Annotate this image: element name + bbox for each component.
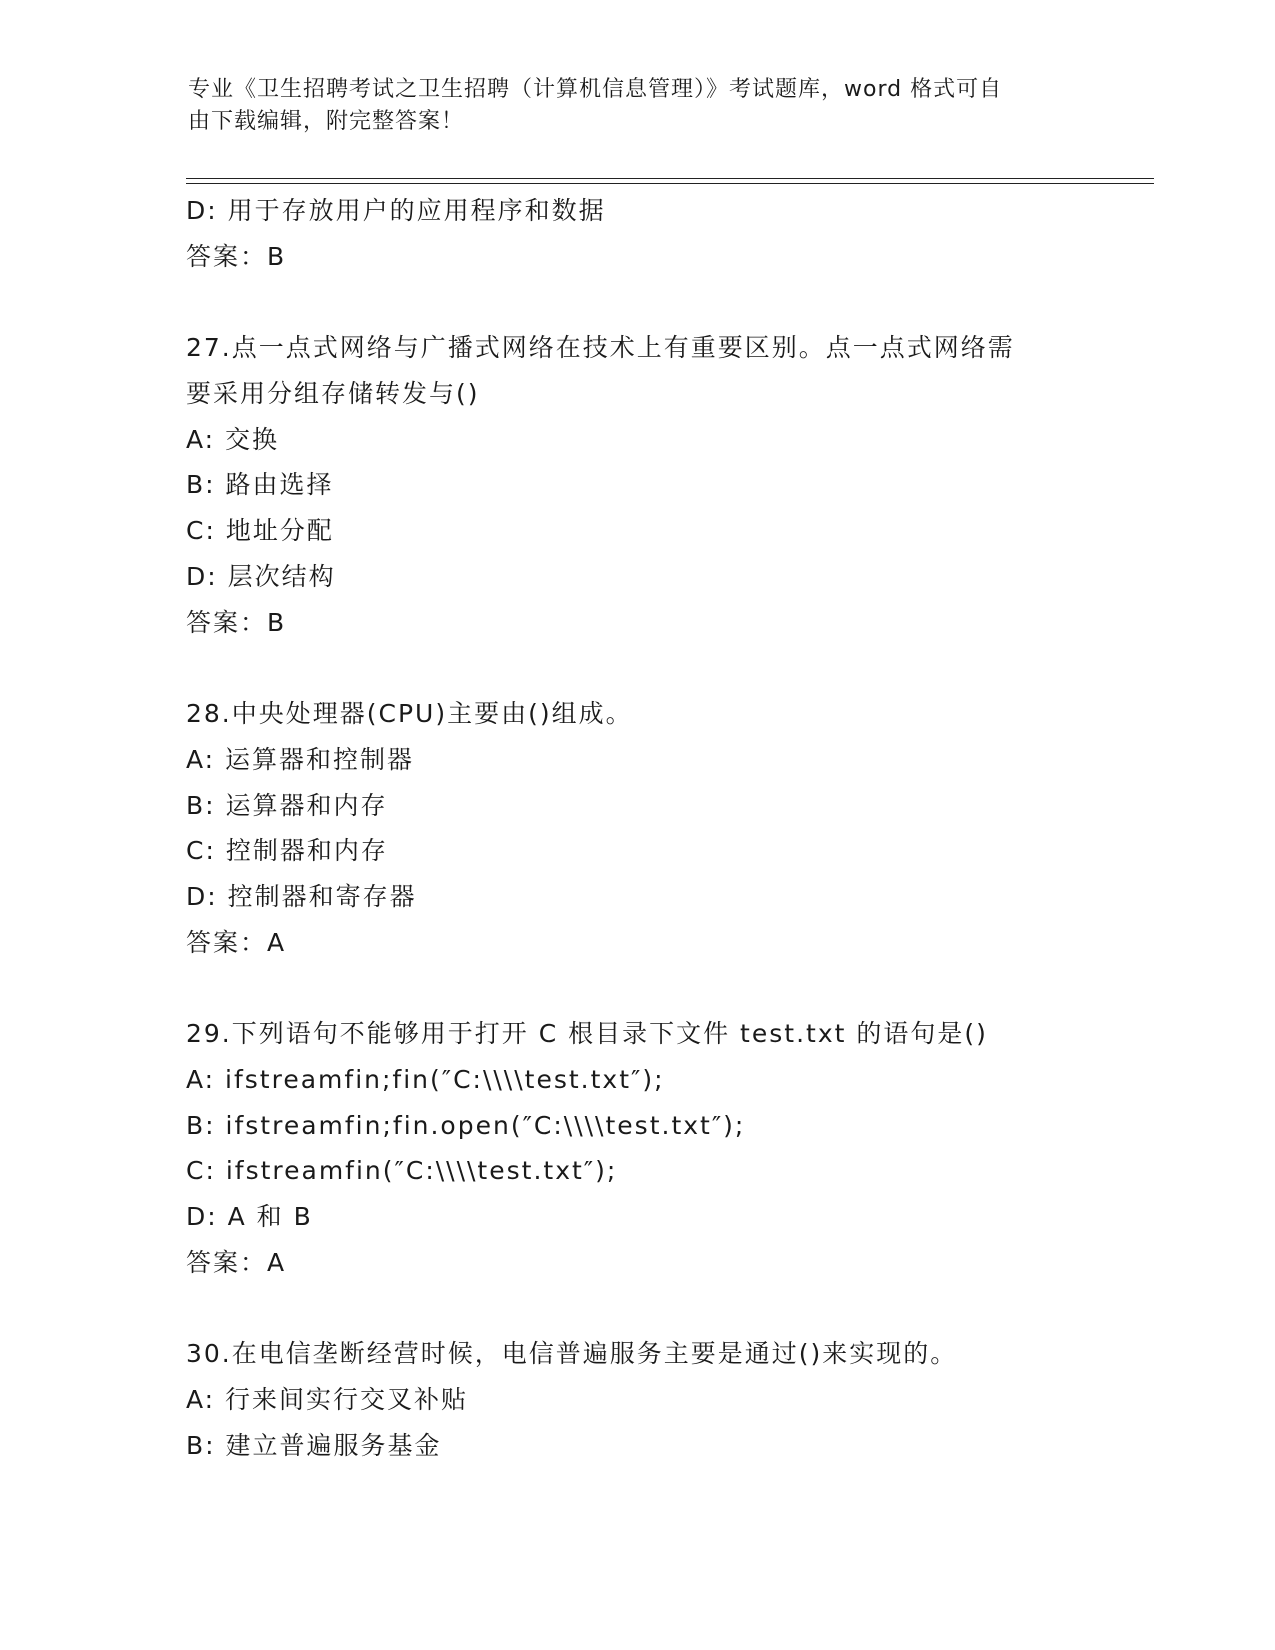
option-d: D: A 和 B	[186, 1202, 313, 1232]
option-d: D: 层次结构	[186, 561, 336, 591]
carryover-option-d: D: 用于存放用户的应用程序和数据	[186, 196, 606, 225]
question-stem: 29.下列语句不能够用于打开 C 根目录下文件 test.txt 的语句是()	[186, 1019, 988, 1049]
answer: 答案：A	[186, 1247, 287, 1277]
header-line-1: 专业《卫生招聘考试之卫生招聘（计算机信息管理）》考试题库，word 格式可自	[188, 77, 1003, 102]
option-a: A: 运算器和控制器	[186, 744, 415, 774]
spacer	[186, 1285, 1146, 1331]
option-c: C: 地址分配	[186, 516, 334, 546]
option-b: B: 建立普遍服务基金	[186, 1430, 442, 1460]
document-header	[188, 74, 1088, 138]
header-rule-top	[186, 178, 1154, 179]
carryover-answer: 答案：B	[186, 241, 287, 271]
question-28	[186, 691, 1146, 965]
question-stem: 30.在电信垄断经营时候，电信普遍服务主要是通过()来实现的。	[186, 1339, 958, 1369]
question-30	[186, 1331, 1146, 1468]
option-a: A: 交换	[186, 424, 280, 454]
option-b: B: 路由选择	[186, 470, 334, 500]
option-b: B: ifstreamfin;fin.open(″C:\\\\test.txt″);	[186, 1110, 746, 1140]
answer: 答案：B	[186, 607, 287, 637]
question-29	[186, 1011, 1146, 1285]
header-rule-bottom	[186, 183, 1154, 184]
option-a: A: ifstreamfin;fin(″C:\\\\test.txt″);	[186, 1065, 665, 1094]
question-stem: 28.中央处理器(CPU)主要由()组成。	[186, 699, 633, 729]
question-list	[186, 188, 1146, 1469]
question-stem: 27.点一点式网络与广播式网络在技术上有重要区别。点一点式网络需	[186, 333, 1015, 363]
option-c: C: ifstreamfin(″C:\\\\test.txt″);	[186, 1156, 618, 1186]
spacer	[186, 965, 1146, 1011]
answer: 答案：A	[186, 927, 287, 957]
spacer	[186, 279, 1146, 325]
spacer	[186, 645, 1146, 691]
option-d: D: 控制器和寄存器	[186, 881, 417, 911]
question-stem-cont: 要采用分组存储转发与()	[186, 379, 480, 409]
option-b: B: 运算器和内存	[186, 790, 388, 820]
header-line-2: 由下载编辑，附完整答案！	[188, 109, 465, 134]
option-c: C: 控制器和内存	[186, 836, 388, 866]
option-a: A: 行来间实行交叉补贴	[186, 1385, 469, 1415]
question-27	[186, 325, 1146, 645]
